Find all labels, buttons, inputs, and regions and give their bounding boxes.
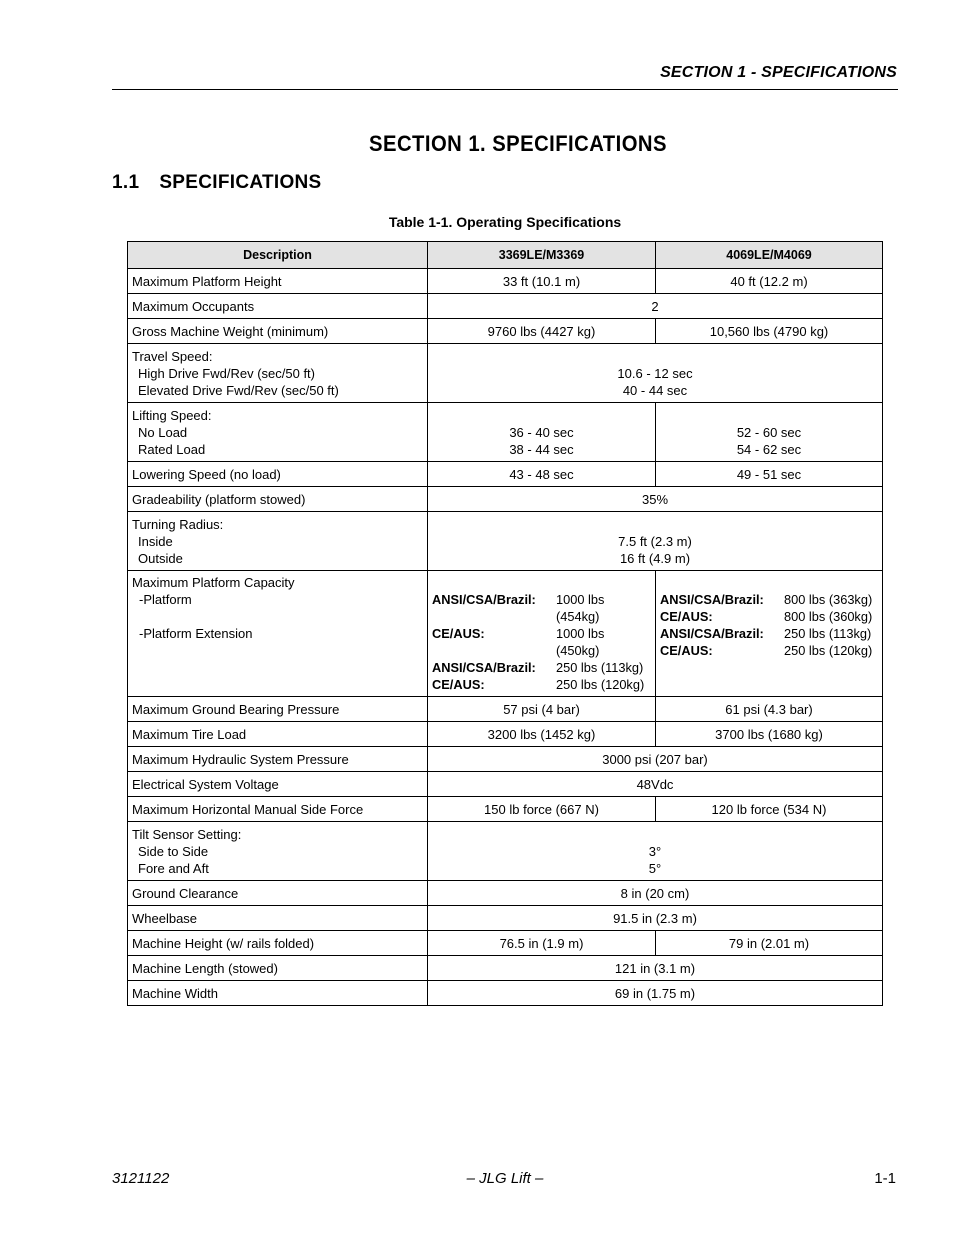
table-row — [128, 319, 883, 344]
subsection-heading: SPECIFICATIONS — [159, 172, 322, 193]
table-row — [128, 906, 883, 931]
value-both: 40 - 44 sec — [622, 382, 688, 398]
footer-page-number: 1-1 — [874, 1170, 896, 1187]
value-3369: 76.5 in (1.9 m) — [428, 931, 656, 956]
table-row — [128, 981, 883, 1006]
subsection-number: 1.1 — [112, 172, 140, 193]
table-caption: Table 1-1. Operating Specifications — [388, 214, 622, 230]
capacity-standard-label: CE/AUS: — [432, 677, 485, 692]
row-label: Tilt Sensor Setting: — [132, 826, 242, 842]
value-4069: 49 - 51 sec — [656, 462, 883, 487]
value-both: 10.6 - 12 sec — [617, 365, 693, 381]
capacity-standard-label: CE/AUS: — [660, 609, 713, 624]
capacity-standard-label: ANSI/CSA/Brazil: — [660, 626, 764, 641]
row-label: Maximum Platform Capacity — [132, 575, 295, 590]
row-sublabel: Rated Load — [138, 441, 206, 457]
row-label: Maximum Ground Bearing Pressure — [128, 697, 428, 722]
capacity-standard-label: ANSI/CSA/Brazil: — [432, 660, 536, 675]
row-sublabel: Fore and Aft — [138, 860, 209, 876]
row-label-group — [128, 403, 428, 462]
table-row — [128, 571, 883, 697]
value-4069: 3700 lbs (1680 kg) — [656, 722, 883, 747]
value-3369-group — [428, 403, 656, 462]
table-row — [128, 344, 883, 403]
capacity-value: 800 lbs (360kg) — [784, 609, 873, 624]
value-both: 16 ft (4.9 m) — [619, 550, 691, 566]
capacity-standard-label: CE/AUS: — [660, 643, 713, 658]
row-label-group — [128, 344, 428, 403]
value-3369: 33 ft (10.1 m) — [428, 269, 656, 294]
table-row — [128, 722, 883, 747]
value-both: 7.5 ft (2.3 m) — [618, 533, 692, 549]
row-sublabel: Outside — [138, 550, 183, 566]
value-both: 8 in (20 cm) — [428, 881, 883, 906]
row-label: Maximum Tire Load — [128, 722, 428, 747]
table-row — [128, 462, 883, 487]
value-both: 48Vdc — [428, 772, 883, 797]
value-3369-group — [428, 571, 656, 697]
value-both: 35% — [428, 487, 883, 512]
row-label: Maximum Hydraulic System Pressure — [128, 747, 428, 772]
capacity-standard-label: ANSI/CSA/Brazil: — [660, 592, 764, 607]
capacity-value: 250 lbs (120kg) — [784, 643, 873, 658]
row-label: Gradeability (platform stowed) — [128, 487, 428, 512]
value-both: 69 in (1.75 m) — [428, 981, 883, 1006]
value-both: 5° — [648, 860, 662, 876]
column-header-4069: 4069LE/M4069 — [656, 242, 883, 269]
table-row — [128, 881, 883, 906]
subsection-title — [112, 172, 322, 194]
row-label: Lifting Speed: — [132, 407, 212, 423]
table-row — [128, 269, 883, 294]
value-both: 3° — [648, 843, 662, 859]
row-sublabel: High Drive Fwd/Rev (sec/50 ft) — [138, 365, 315, 381]
row-label: Electrical System Voltage — [128, 772, 428, 797]
table-row — [128, 697, 883, 722]
value-3369: 36 - 40 sec — [509, 424, 574, 440]
row-label: Maximum Horizontal Manual Side Force — [128, 797, 428, 822]
column-header-description: Description — [128, 242, 428, 269]
row-label-group — [128, 512, 428, 571]
capacity-value: 250 lbs (113kg) — [556, 660, 644, 675]
capacity-standard-label: CE/AUS: — [432, 626, 485, 641]
column-header-3369: 3369LE/M3369 — [428, 242, 656, 269]
table-row — [128, 772, 883, 797]
value-3369: 150 lb force (667 N) — [428, 797, 656, 822]
value-3369: 3200 lbs (1452 kg) — [428, 722, 656, 747]
row-label: Gross Machine Weight (minimum) — [128, 319, 428, 344]
section-title: SECTION 1. SPECIFICATIONS — [369, 131, 667, 156]
row-sublabel: Inside — [138, 533, 173, 549]
value-4069: 54 - 62 sec — [736, 441, 802, 457]
value-both: 91.5 in (2.3 m) — [428, 906, 883, 931]
row-label: Lowering Speed (no load) — [128, 462, 428, 487]
row-label: Maximum Occupants — [128, 294, 428, 319]
row-label: Machine Length (stowed) — [128, 956, 428, 981]
footer-doc-number: 3121122 — [112, 1170, 170, 1187]
capacity-value: 250 lbs (113kg) — [784, 626, 872, 641]
row-sublabel: -Platform — [139, 592, 192, 607]
value-both: 121 in (3.1 m) — [428, 956, 883, 981]
specifications-table — [127, 241, 883, 1006]
table-row — [128, 747, 883, 772]
table-row — [128, 931, 883, 956]
table-row — [128, 487, 883, 512]
row-label: Maximum Platform Height — [128, 269, 428, 294]
row-label: Ground Clearance — [128, 881, 428, 906]
capacity-value: 1000 lbs (450kg) — [556, 626, 605, 658]
value-4069: 79 in (2.01 m) — [656, 931, 883, 956]
value-4069: 120 lb force (534 N) — [656, 797, 883, 822]
table-row — [128, 797, 883, 822]
row-label: Turning Radius: — [132, 516, 224, 532]
value-4069-group — [656, 403, 883, 462]
value-4069: 10,560 lbs (4790 kg) — [656, 319, 883, 344]
value-both: 3000 psi (207 bar) — [428, 747, 883, 772]
value-3369: 9760 lbs (4427 kg) — [428, 319, 656, 344]
table-row — [128, 512, 883, 571]
table-row — [128, 956, 883, 981]
table-row — [128, 294, 883, 319]
table-row — [128, 822, 883, 881]
footer-publisher: – JLG Lift – — [466, 1170, 544, 1187]
row-label: Travel Speed: — [132, 348, 213, 364]
row-label: Machine Height (w/ rails folded) — [128, 931, 428, 956]
capacity-value: 250 lbs (120kg) — [556, 677, 645, 692]
value-3369: 57 psi (4 bar) — [428, 697, 656, 722]
capacity-value: 800 lbs (363kg) — [784, 592, 873, 607]
value-3369: 38 - 44 sec — [509, 441, 574, 457]
value-4069: 40 ft (12.2 m) — [656, 269, 883, 294]
row-label: Machine Width — [128, 981, 428, 1006]
row-sublabel: -Platform Extension — [139, 626, 253, 641]
header-rule — [112, 89, 898, 90]
row-sublabel: No Load — [138, 424, 188, 440]
capacity-value: 1000 lbs (454kg) — [556, 592, 605, 624]
value-3369: 43 - 48 sec — [428, 462, 656, 487]
running-header: SECTION 1 - SPECIFICATIONS — [660, 64, 897, 81]
value-4069: 61 psi (4.3 bar) — [656, 697, 883, 722]
value-both: 2 — [428, 294, 883, 319]
row-sublabel: Side to Side — [138, 843, 209, 859]
value-4069: 52 - 60 sec — [736, 424, 802, 440]
table-row — [128, 403, 883, 462]
value-both-group — [428, 822, 883, 881]
table-header-row — [128, 242, 883, 269]
value-4069-group — [656, 571, 883, 697]
row-label-group — [128, 571, 428, 697]
row-label-group — [128, 822, 428, 881]
row-sublabel: Elevated Drive Fwd/Rev (sec/50 ft) — [138, 382, 339, 398]
capacity-standard-label: ANSI/CSA/Brazil: — [432, 592, 536, 607]
value-both-group — [428, 344, 883, 403]
value-both-group — [428, 512, 883, 571]
row-label: Wheelbase — [128, 906, 428, 931]
